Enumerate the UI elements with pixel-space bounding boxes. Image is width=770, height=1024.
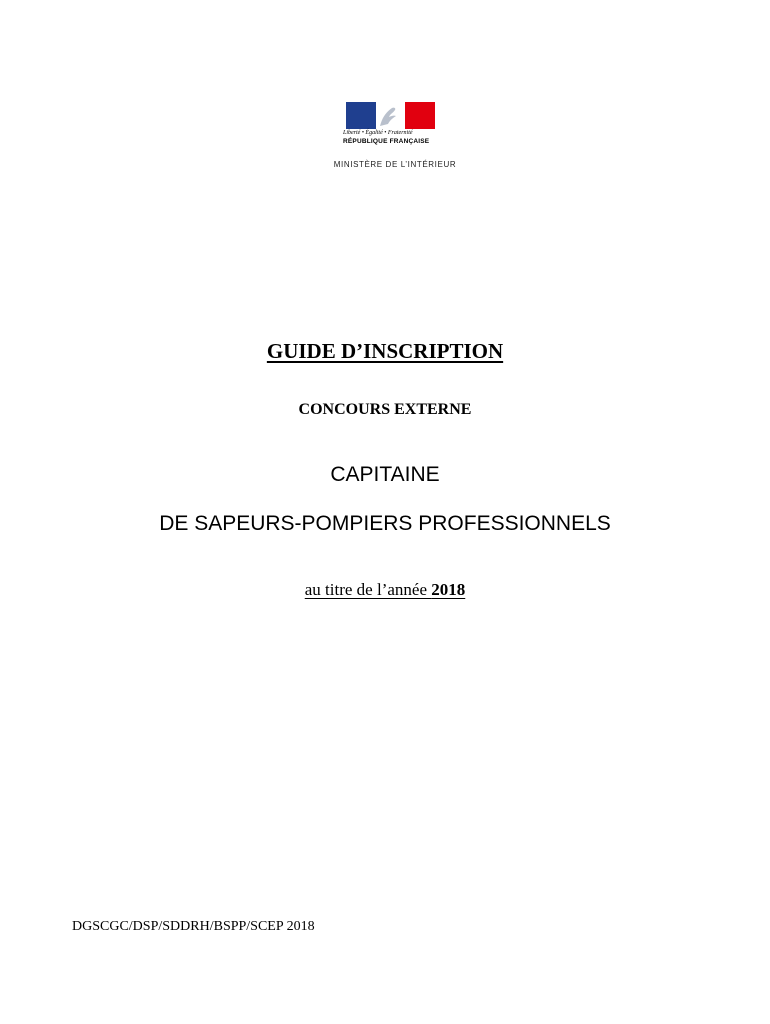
document-title: GUIDE D’INSCRIPTION: [266, 339, 504, 363]
competition-type: CONCOURS EXTERNE: [298, 401, 472, 418]
french-flag-icon: [346, 102, 435, 129]
year-line: [0, 580, 770, 600]
year-prefix: au titre de l’année: [304, 580, 432, 599]
republic-motto: Liberté • Égalité • Fraternité: [343, 130, 413, 136]
year-value: 2018: [431, 580, 466, 599]
corps-title: DE SAPEURS-POMPIERS PROFESSIONNELS: [159, 512, 611, 535]
government-logo: [310, 96, 470, 176]
rank-title: CAPITAINE: [330, 463, 440, 486]
republic-name: RÉPUBLIQUE FRANÇAISE: [343, 138, 430, 145]
document-reference: DGSCGC/DSP/SDDRH/BSPP/SCEP 2018: [72, 919, 315, 934]
ministry-name: MINISTÈRE DE L’INTÉRIEUR: [333, 160, 457, 169]
